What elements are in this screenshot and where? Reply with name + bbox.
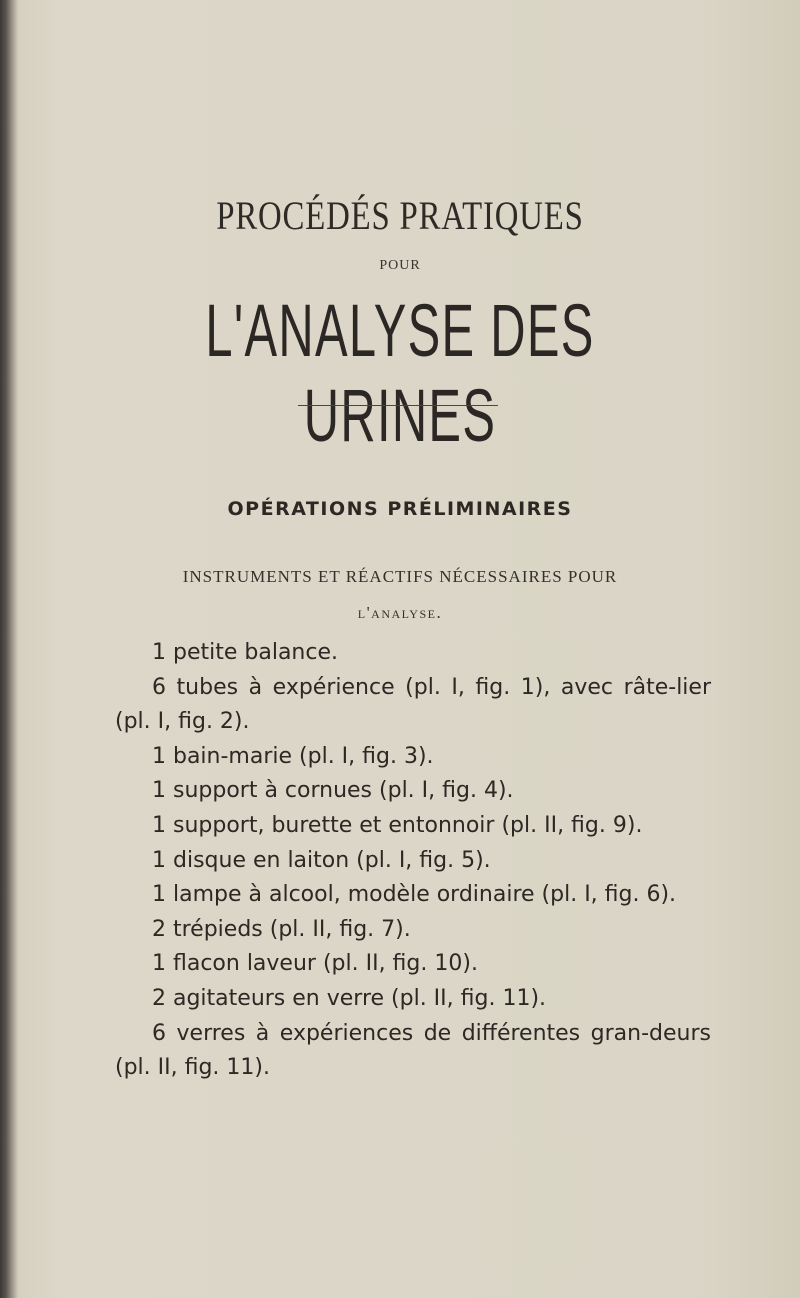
list-item: 1 disque en laiton (pl. I, fig. 5). (152, 847, 491, 873)
page-binding-edge (0, 0, 18, 1298)
list-item: 2 trépieds (pl. II, fig. 7). (152, 916, 411, 942)
instrument-list (115, 636, 711, 1086)
list-item: 2 agitateurs en verre (pl. II, fig. 11). (152, 985, 547, 1011)
title-divider (298, 405, 498, 406)
list-item: 6 tubes à expérience (pl. I, fig. 1), avec râte-lier (pl. I, fig. 2). (115, 674, 711, 735)
section-title: OPÉRATIONS PRÉLIMINAIRES (227, 498, 573, 520)
list-item: 1 petite balance. (152, 640, 338, 665)
list-item: 1 lampe à alcool, modèle ordinaire (pl. I, fig. 6). (152, 882, 677, 908)
list-item: 1 bain-marie (pl. I, fig. 3). (152, 743, 434, 769)
main-title-line-1: PROCÉDÉS PRATIQUES (216, 193, 584, 238)
list-item: 1 flacon laveur (pl. II, fig. 10). (152, 951, 478, 977)
section-subtitle-line-2: l'analyse. (357, 603, 443, 622)
main-title-line-2: L'ANALYSE DES URINES (205, 289, 595, 457)
list-item: 1 support à cornues (pl. I, fig. 4). (152, 778, 514, 804)
list-item: 1 support, burette et entonnoir (pl. II, fig. 9). (152, 812, 643, 838)
section-subtitle-line-1: INSTRUMENTS ET RÉACTIFS NÉCESSAIRES POUR (182, 567, 618, 586)
list-item: 6 verres à expériences de différentes gran-deurs (pl. II, fig. 11). (115, 1020, 711, 1081)
main-title-connector: POUR (379, 258, 421, 273)
